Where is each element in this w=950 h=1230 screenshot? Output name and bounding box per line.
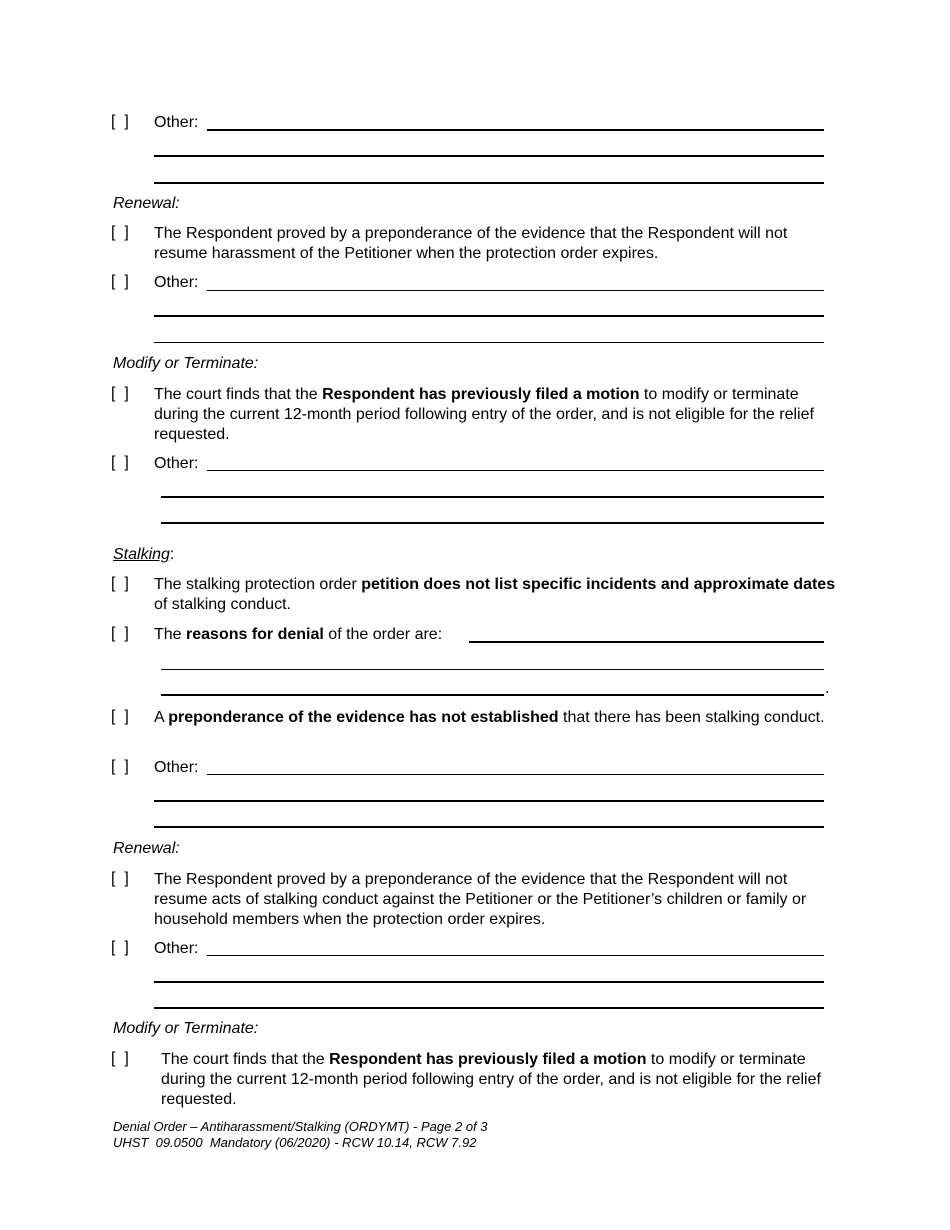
renewal-text-1: The Respondent proved by a preponderance of the evidence that the Respondent will not resume harassment of the Petitioner when the protection order expires.: [154, 225, 788, 262]
stalking-text-2-bold: reasons for denial: [186, 626, 324, 643]
other-line-4a[interactable]: [207, 774, 824, 775]
checkbox-renewal-1[interactable]: [ ]: [111, 224, 129, 241]
modify-text-1-post: to modify or terminate during the current 12-month period following entry of the order, and is not eligible for the relief requested.: [154, 386, 814, 443]
checkbox-stalking-1[interactable]: [ ]: [111, 575, 129, 592]
other-line-5c[interactable]: [154, 1007, 824, 1009]
footer: [113, 1119, 488, 1151]
modify-text-2: [161, 1050, 821, 1110]
modify-heading-1: Modify or Terminate:: [113, 355, 259, 372]
checkbox-other-3[interactable]: [ ]: [111, 454, 129, 471]
modify-text-2-pre: The court finds that the: [161, 1051, 330, 1068]
renewal-heading-1: Renewal:: [113, 195, 180, 212]
checkbox-modify-1[interactable]: [ ]: [111, 385, 129, 402]
checkbox-modify-2[interactable]: [ ]: [111, 1050, 129, 1067]
reasons-line-c[interactable]: [161, 694, 824, 696]
modify-text-1-pre: The court finds that the: [154, 386, 323, 403]
checkbox-stalking-3[interactable]: [ ]: [111, 708, 129, 725]
reasons-end-period: .: [825, 680, 830, 697]
renewal-heading-2: Renewal:: [113, 840, 180, 857]
checkbox-other-4[interactable]: [ ]: [111, 758, 129, 775]
stalking-text-3-post: that there has been stalking conduct.: [558, 709, 825, 726]
renewal-text-2: The Respondent proved by a preponderance of the evidence that the Respondent will not resume acts of stalking conduct against the Petitioner or the Petitioner’s children or family or household members when the protection order expires.: [154, 871, 807, 928]
modify-text-1: [154, 385, 814, 445]
stalking-text-1: [154, 575, 844, 615]
other-line-3c[interactable]: [161, 522, 824, 524]
other-line-2c[interactable]: [154, 342, 824, 343]
other-line-1c[interactable]: [154, 182, 824, 184]
other-label-3: Other:: [154, 455, 199, 472]
other-line-4c[interactable]: [154, 826, 824, 828]
stalking-heading-colon: :: [169, 546, 175, 563]
stalking-text-2: [154, 625, 442, 645]
other-line-4b[interactable]: [154, 800, 824, 802]
other-line-1b[interactable]: [154, 155, 824, 157]
other-line-5b[interactable]: [154, 981, 824, 983]
checkbox-other-1[interactable]: [ ]: [111, 113, 129, 130]
stalking-text-1-pre: The stalking protection order: [154, 576, 362, 593]
other-label-1: Other:: [154, 114, 199, 131]
stalking-text-1-bold: petition does not list specific incidents and approximate dates: [361, 576, 836, 593]
modify-text-1-bold: Respondent has previously filed a motion: [322, 386, 640, 403]
stalking-text-3: [154, 708, 834, 728]
other-line-3b[interactable]: [161, 496, 824, 498]
other-line-2b[interactable]: [154, 315, 824, 317]
other-label-2: Other:: [154, 274, 199, 291]
checkbox-other-5[interactable]: [ ]: [111, 939, 129, 956]
checkbox-other-2[interactable]: [ ]: [111, 273, 129, 290]
modify-heading-2: Modify or Terminate:: [113, 1020, 259, 1037]
footer-line-2: UHST 09.0500 Mandatory (06/2020) - RCW 10.14, RCW 7.92: [113, 1135, 477, 1150]
other-line-1a[interactable]: [207, 129, 824, 131]
other-line-3a[interactable]: [207, 470, 824, 471]
other-line-2a[interactable]: [207, 290, 824, 291]
checkbox-renewal-2[interactable]: [ ]: [111, 870, 129, 887]
footer-line-1: Denial Order – Antiharassment/Stalking (ORDYMT) - Page 2 of 3: [113, 1119, 488, 1134]
modify-text-2-bold: Respondent has previously filed a motion: [329, 1051, 647, 1068]
stalking-text-1-post: of stalking conduct.: [154, 596, 291, 613]
stalking-text-3-bold: preponderance of the evidence has not established: [168, 709, 559, 726]
checkbox-stalking-2[interactable]: [ ]: [111, 625, 129, 642]
reasons-line-b[interactable]: [161, 669, 824, 670]
stalking-heading: [113, 546, 174, 564]
stalking-heading-text: Stalking: [113, 546, 170, 563]
other-line-5a[interactable]: [207, 955, 824, 956]
stalking-text-2-pre: The: [154, 626, 187, 643]
stalking-text-2-post: of the order are:: [323, 626, 443, 643]
stalking-text-3-pre: A: [154, 709, 169, 726]
reasons-line-a[interactable]: [469, 641, 824, 643]
other-label-4: Other:: [154, 759, 199, 776]
other-label-5: Other:: [154, 940, 199, 957]
modify-text-2-post: to modify or terminate during the current 12-month period following entry of the order, and is not eligible for the relief requested.: [161, 1051, 821, 1108]
